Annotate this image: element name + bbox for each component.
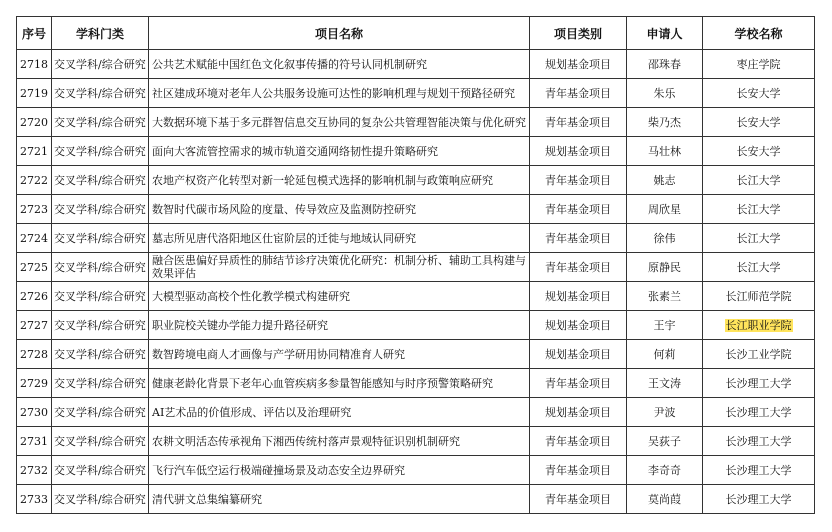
cell-school: [703, 311, 815, 340]
cell-discipline: 交叉学科/综合研究: [52, 50, 149, 79]
cell-school: 长江师范学院: [703, 282, 815, 311]
cell-applicant: 徐伟: [627, 224, 703, 253]
cell-category: 规划基金项目: [530, 340, 627, 369]
table-row: [17, 427, 815, 456]
header-no: 序号: [17, 17, 52, 50]
cell-no: 2721: [17, 137, 52, 166]
cell-category: 青年基金项目: [530, 485, 627, 514]
project-table: [16, 16, 815, 514]
cell-title: 面向大客流管控需求的城市轨道交通网络韧性提升策略研究: [149, 137, 530, 166]
cell-discipline: 交叉学科/综合研究: [52, 282, 149, 311]
cell-applicant: 王文涛: [627, 369, 703, 398]
cell-title: AI艺术品的价值形成、评估以及治理研究: [149, 398, 530, 427]
cell-category: 规划基金项目: [530, 398, 627, 427]
cell-school: 长江大学: [703, 166, 815, 195]
cell-no: 2729: [17, 369, 52, 398]
table-row: [17, 253, 815, 282]
cell-category: 规划基金项目: [530, 282, 627, 311]
cell-no: 2725: [17, 253, 52, 282]
cell-discipline: 交叉学科/综合研究: [52, 340, 149, 369]
highlighted-school: 长江职业学院: [725, 319, 792, 332]
cell-discipline: 交叉学科/综合研究: [52, 108, 149, 137]
cell-title: 大数据环境下基于多元群智信息交互协同的复杂公共管理智能决策与优化研究: [149, 108, 530, 137]
header-category: 项目类别: [530, 17, 627, 50]
cell-category: 规划基金项目: [530, 50, 627, 79]
table-row: [17, 369, 815, 398]
cell-title: 社区建成环境对老年人公共服务设施可达性的影响机理与规划干预路径研究: [149, 79, 530, 108]
cell-school: 长江大学: [703, 224, 815, 253]
project-table-container: [16, 16, 815, 514]
cell-no: 2722: [17, 166, 52, 195]
cell-discipline: 交叉学科/综合研究: [52, 311, 149, 340]
cell-category: 规划基金项目: [530, 137, 627, 166]
cell-category: 青年基金项目: [530, 427, 627, 456]
cell-title: 融合医患偏好异质性的肺结节诊疗决策优化研究：机制分析、辅助工具构建与效果评估: [149, 253, 530, 282]
cell-applicant: 王宇: [627, 311, 703, 340]
cell-title: 数智跨境电商人才画像与产学研用协同精准育人研究: [149, 340, 530, 369]
cell-no: 2719: [17, 79, 52, 108]
table-row: [17, 485, 815, 514]
cell-discipline: 交叉学科/综合研究: [52, 398, 149, 427]
cell-title: 农耕文明活态传承视角下湘西传统村落声景观特征识别机制研究: [149, 427, 530, 456]
cell-no: 2730: [17, 398, 52, 427]
table-row: [17, 398, 815, 427]
cell-no: 2733: [17, 485, 52, 514]
cell-category: 青年基金项目: [530, 369, 627, 398]
cell-school: 长江大学: [703, 253, 815, 282]
cell-applicant: 周欣星: [627, 195, 703, 224]
cell-title: 公共艺术赋能中国红色文化叙事传播的符号认同机制研究: [149, 50, 530, 79]
cell-applicant: 柴乃杰: [627, 108, 703, 137]
cell-applicant: 原静民: [627, 253, 703, 282]
cell-school: 长安大学: [703, 108, 815, 137]
cell-applicant: 马壮林: [627, 137, 703, 166]
cell-discipline: 交叉学科/综合研究: [52, 253, 149, 282]
table-row: [17, 79, 815, 108]
cell-no: 2720: [17, 108, 52, 137]
cell-applicant: 吴荻子: [627, 427, 703, 456]
cell-applicant: 莫尚葭: [627, 485, 703, 514]
table-row: [17, 108, 815, 137]
cell-school: 长安大学: [703, 79, 815, 108]
cell-discipline: 交叉学科/综合研究: [52, 166, 149, 195]
cell-school: 长安大学: [703, 137, 815, 166]
header-applicant: 申请人: [627, 17, 703, 50]
cell-category: 青年基金项目: [530, 79, 627, 108]
table-row: [17, 166, 815, 195]
cell-no: 2724: [17, 224, 52, 253]
cell-discipline: 交叉学科/综合研究: [52, 195, 149, 224]
cell-no: 2728: [17, 340, 52, 369]
cell-category: 青年基金项目: [530, 195, 627, 224]
cell-no: 2732: [17, 456, 52, 485]
cell-school: 长江大学: [703, 195, 815, 224]
cell-school: 长沙理工大学: [703, 427, 815, 456]
cell-category: 青年基金项目: [530, 224, 627, 253]
cell-category: 青年基金项目: [530, 166, 627, 195]
cell-school: 长沙理工大学: [703, 456, 815, 485]
table-row: [17, 282, 815, 311]
cell-discipline: 交叉学科/综合研究: [52, 369, 149, 398]
cell-title: 飞行汽车低空运行极端碰撞场景及动态安全边界研究: [149, 456, 530, 485]
cell-title: 清代骈文总集编纂研究: [149, 485, 530, 514]
cell-school: 长沙理工大学: [703, 369, 815, 398]
table-row: [17, 195, 815, 224]
cell-no: 2727: [17, 311, 52, 340]
cell-applicant: 张素兰: [627, 282, 703, 311]
cell-title: 农地产权资产化转型对新一轮延包模式选择的影响机制与政策响应研究: [149, 166, 530, 195]
cell-school: 长沙理工大学: [703, 398, 815, 427]
cell-no: 2718: [17, 50, 52, 79]
table-header-row: [17, 17, 815, 50]
cell-applicant: 李奇奇: [627, 456, 703, 485]
cell-school: 枣庄学院: [703, 50, 815, 79]
header-title: 项目名称: [149, 17, 530, 50]
table-row: [17, 50, 815, 79]
table-row: [17, 340, 815, 369]
cell-discipline: 交叉学科/综合研究: [52, 485, 149, 514]
cell-title: 墓志所见唐代洛阳地区仕宦阶层的迁徙与地域认同研究: [149, 224, 530, 253]
cell-discipline: 交叉学科/综合研究: [52, 427, 149, 456]
cell-category: 青年基金项目: [530, 456, 627, 485]
cell-title: 数智时代碳市场风险的度量、传导效应及监测防控研究: [149, 195, 530, 224]
cell-applicant: 姚志: [627, 166, 703, 195]
cell-discipline: 交叉学科/综合研究: [52, 224, 149, 253]
cell-no: 2726: [17, 282, 52, 311]
cell-school: 长沙理工大学: [703, 485, 815, 514]
table-row: [17, 137, 815, 166]
cell-discipline: 交叉学科/综合研究: [52, 456, 149, 485]
cell-title: 职业院校关键办学能力提升路径研究: [149, 311, 530, 340]
cell-discipline: 交叉学科/综合研究: [52, 79, 149, 108]
cell-school: 长沙工业学院: [703, 340, 815, 369]
table-row: [17, 311, 815, 340]
table-row: [17, 456, 815, 485]
header-school: 学校名称: [703, 17, 815, 50]
header-discipline: 学科门类: [52, 17, 149, 50]
cell-applicant: 何莉: [627, 340, 703, 369]
cell-discipline: 交叉学科/综合研究: [52, 137, 149, 166]
cell-title: 大模型驱动高校个性化教学模式构建研究: [149, 282, 530, 311]
cell-category: 青年基金项目: [530, 108, 627, 137]
cell-applicant: 邵珠春: [627, 50, 703, 79]
cell-no: 2723: [17, 195, 52, 224]
table-row: [17, 224, 815, 253]
cell-no: 2731: [17, 427, 52, 456]
cell-category: 规划基金项目: [530, 311, 627, 340]
cell-applicant: 朱乐: [627, 79, 703, 108]
cell-title: 健康老龄化背景下老年心血管疾病多参量智能感知与时序预警策略研究: [149, 369, 530, 398]
cell-applicant: 尹波: [627, 398, 703, 427]
cell-category: 青年基金项目: [530, 253, 627, 282]
